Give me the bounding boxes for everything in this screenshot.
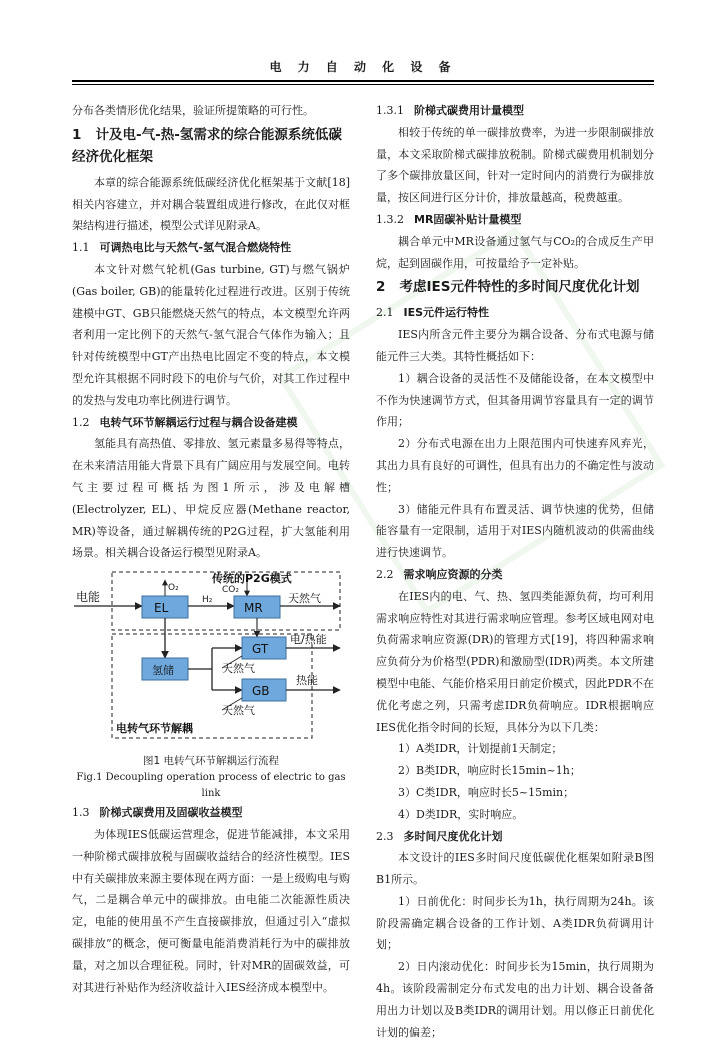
figure-1-diagram [72, 568, 350, 746]
gt-gas-input-label: 天然气 [222, 662, 255, 676]
left-column [72, 100, 350, 998]
subsection-number: 2.1 [376, 306, 394, 320]
hydrogen-storage-label: 氢储 [152, 664, 174, 678]
paragraph: 本章的综合能源系统低碳经济优化框架基于文献[18]相关内容建立，并对耦合装置组成进行修改，在此仅对框架结构进行描述，模型公式详见附录A。 [72, 175, 350, 233]
paragraph: 在IES内的电、气、热、氢四类能源负荷，均可利用需求响应特性对其进行需求响应管理。参考区域电网对电负荷需求响应资源(DR)的管理方式[19]，将四种需求响应负荷分为价格型(PDR)和激励型(IDR)两类。本文所建模型中电能、气能价格采用日前定价模式，因此PDR不在优化考虑之列，只需考虑IDR负荷响应。IDR根据响应IES优化指令时间的长短，具体分为以下几类： [376, 589, 654, 734]
section-1-heading [72, 124, 350, 168]
decouple-label: 电转气环节解耦 [116, 722, 193, 736]
subsection-number: 1.3.1 [376, 104, 404, 117]
section-number: 2 [376, 279, 386, 296]
list-item: 1）耦合设备的灵活性不及储能设备，在本文模型中不作为快速调节方式，但其备用调节容量具有一定的调节作用； [376, 371, 654, 429]
list-item: 1）日前优化：时间步长为1h，执行周期为24h。该阶段需确定耦合设备的工作计划、A类IDR负荷调用计划； [376, 894, 654, 952]
section-number: 1 [72, 126, 82, 143]
subsection-2-2-heading [376, 564, 654, 586]
paragraph: IES内所含元件主要分为耦合设备、分布式电源与储能元件三大类。其特性概括如下： [376, 328, 654, 363]
list-item: 1）A类IDR，计划提前1天制定； [398, 742, 563, 756]
list-item: 3）储能元件具有布置灵活、调节快速的优势，但储能容量有一定限制，适用于对IES内随机波动的供需曲线进行快速调节。 [376, 502, 654, 560]
heat-label: 热能 [296, 674, 318, 688]
co2-label: CO₂ [222, 585, 239, 596]
subsection-title: 电转气环节解耦运行过程与耦合设备建模 [99, 415, 298, 429]
paragraph: 耦合单元中MR设备通过氢气与CO₂的合成反生产甲烷，起到固碳作用，可按量给予一定补贴。 [376, 234, 654, 270]
list-item: 2）日内滚动优化：时间步长为15min，执行周期为4h。该阶段需制定分布式发电的出力计划、耦合设备备用出力计划以及B类IDR的调用计划。用以修正日前优化计划的偏差； [376, 960, 654, 1039]
paragraph: 氢能具有高热值、零排放、氢元素量多易得等特点，在未来清洁用能大背景下具有广阔应用与发展空间。电转气主要过程可概括为图1所示，涉及电解槽(Electrolyzer, EL)、甲烷反应器(Methane reactor, MR)等设备，通过解耦传统的P2G过程，扩大氢能利用场景。相关耦合设备运行模型见附录A。 [72, 437, 350, 560]
natural-gas-output-label: 天然气 [288, 592, 321, 606]
header-rule-thin [72, 84, 654, 85]
subsection-number: 1.3 [72, 806, 90, 820]
subsection-1-2-heading [72, 412, 350, 434]
p2g-mode-label: 传统的P2G模式 [212, 572, 292, 586]
gb-gas-input-label: 天然气 [222, 704, 255, 718]
subsection-title: 阶梯式碳费用计量模型 [414, 104, 524, 117]
subsection-title: MR固碳补贴计量模型 [414, 212, 522, 226]
journal-header: 电 力 自 动 化 设 备 [269, 60, 457, 74]
figure-caption-cn: 图1 电转气环节解耦运行流程 [142, 755, 280, 768]
subsection-1-3-heading [72, 802, 350, 824]
paragraph: 本文设计的IES多时间尺度低碳优化框架如附录B图B1所示。 [376, 851, 654, 887]
paragraph: 相较于传统的单一碳排放费率，为进一步限制碳排放量，本文采取阶梯式碳排放税制。阶梯式碳费用机制划分了多个碳排放量区间，针对一定时间内的消费行为碳排放量，按区间进行区分计价，排放量越高，税费越重。 [376, 125, 654, 205]
section-title: 计及电-气-热-氢需求的综合能源系统低碳经济优化框架 [72, 126, 342, 165]
subsection-1-3-2-heading [376, 209, 654, 231]
list-item: 4）D类IDR，实时响应。 [398, 807, 524, 821]
subsection-number: 1.1 [72, 241, 90, 255]
section-2-heading [376, 276, 654, 298]
subsection-number: 2.3 [376, 829, 394, 843]
subsection-2-3-heading [376, 826, 654, 848]
figure-caption-en: Fig.1 Decoupling operation process of electric to gas link [76, 772, 346, 800]
list-item: 2）分布式电源在出力上限范围内可快速弃风弃光，其出力具有良好的可调性，但具有出力的不确定性与波动性； [376, 437, 654, 494]
gt-label: GT [252, 642, 269, 657]
el-label: EL [154, 601, 169, 616]
subsection-title: 阶梯式碳费用及固碳收益模型 [99, 806, 243, 820]
h2-label: H₂ [202, 595, 213, 606]
electricity-label: 电能 [76, 590, 101, 605]
list-item: 2）B类IDR，响应时长15min~1h； [398, 764, 581, 778]
subsection-title: IES元件运行特性 [403, 306, 490, 320]
gt-outputs-label: 电/热能 [290, 633, 327, 647]
right-column [376, 100, 654, 1043]
o2-label: O₂ [168, 583, 179, 594]
subsection-title: 可调热电比与天然气-氢气混合燃烧特性 [99, 241, 292, 255]
header-rule [72, 80, 654, 82]
subsection-number: 1.2 [72, 415, 90, 429]
subsection-2-1-heading [376, 302, 654, 324]
section-title: 考虑IES元件特性的多时间尺度优化计划 [399, 279, 640, 296]
intro-line: 分布各类情形优化结果，验证所提策略的可行性。 [72, 104, 314, 117]
mr-label: MR [244, 601, 263, 616]
list-item: 3）C类IDR，响应时长5~15min； [398, 785, 575, 799]
watermark-text: ​ [337, 393, 363, 433]
figure-1 [72, 568, 350, 746]
subsection-number: 1.3.2 [376, 212, 404, 226]
subsection-number: 2.2 [376, 567, 394, 581]
subsection-1-1-heading [72, 237, 350, 259]
paragraph: 本文针对燃气轮机(Gas turbine, GT)与燃气锅炉(Gas boiler, GB)的能量转化过程进行改进。区别于传统建模中GT、GB只能燃烧天然气的特点，本文模型允许两者利用一定比例下的天然气-氢气混合气体作为输入；且针对传统模型中GT产出热电比固定不变的特点，本文模型允许其根据不同时段下的电价与气价，对其工作过程中的发热与发电功率比例进行调节。 [72, 262, 350, 407]
gb-label: GB [252, 684, 270, 699]
subsection-1-3-1-heading [376, 100, 654, 122]
subsection-title: 需求响应资源的分类 [403, 567, 503, 581]
paragraph: 为体现IES低碳运营理念，促进节能减排，本文采用一种阶梯式碳排放税与固碳收益结合的经济性模型。IES中有关碳排放来源主要体现在两方面：一是上级购电与购气，二是耦合单元中的碳排放。由电能二次能源性质决定，电能的使用虽不产生直接碳排放，但通过引入“虚拟碳排放”的概念，便可衡量电能消费消耗行为中的碳排放量，对之加以合理征税。同时，针对MR的固碳效益，可对其进行补贴作为经济收益计入IES经济成本模型中。 [72, 827, 350, 994]
subsection-title: 多时间尺度优化计划 [403, 829, 503, 843]
